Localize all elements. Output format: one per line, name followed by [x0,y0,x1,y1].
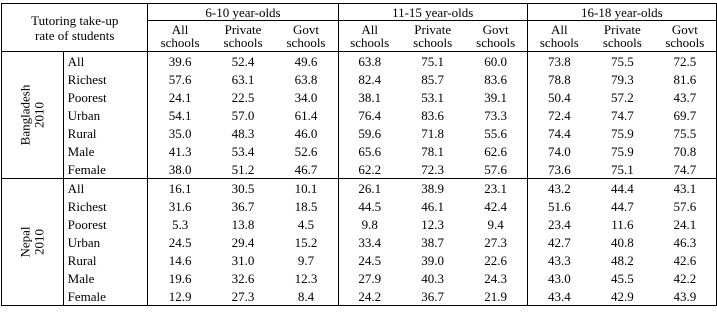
value-cell: 24.5 [148,233,212,251]
row-label: Female [63,287,148,306]
school-type-header [591,21,654,52]
school-type-line1: Private [603,22,641,37]
school-type-header [465,21,528,52]
table-row [2,251,717,269]
table-row [2,233,717,251]
value-cell: 16.1 [148,179,212,198]
value-cell: 36.7 [401,287,465,306]
value-cell: 78.1 [421,143,445,159]
value-cell: 43.7 [654,88,717,106]
value-cell: 53.4 [231,143,255,159]
value-cell: 38.0 [148,160,212,179]
value-cell: 85.7 [421,71,445,87]
value-cell: 83.6 [421,107,445,123]
country-year: 2010 [31,102,47,128]
corner-label-line1: Tutoring take-up [31,13,119,28]
value-cell: 41.3 [148,142,212,160]
value-cell: 44.4 [591,179,654,198]
row-label: Urban [63,106,148,124]
value-cell: 44.5 [338,197,401,215]
value-cell: 63.1 [231,71,255,87]
row-label: Poorest [63,215,148,233]
row-label: All [63,179,148,198]
value-cell: 21.9 [465,287,528,306]
value-cell: 46.0 [274,124,338,142]
country-name: Nepal [17,226,33,258]
school-type-line1: Govt [671,22,698,37]
value-cell: 26.1 [338,179,401,198]
school-type-line2: schools [223,35,263,50]
school-type-line2: schools [602,35,642,50]
value-cell: 50.4 [527,88,591,106]
value-cell: 74.7 [654,160,717,179]
school-type-line2: schools [539,35,579,50]
school-type-line1: All [361,22,379,37]
value-cell: 57.0 [231,107,255,123]
value-cell: 42.9 [591,287,654,306]
school-type-header [148,21,212,52]
value-cell: 24.3 [465,269,528,287]
school-type-header [527,21,591,52]
value-cell: 11.6 [611,216,634,232]
value-cell: 27.3 [465,233,528,251]
school-type-line2: schools [476,35,516,50]
value-cell: 43.2 [527,179,591,198]
value-cell: 74.4 [527,124,591,142]
value-cell: 48.3 [231,125,255,141]
value-cell: 57.6 [465,160,528,179]
value-cell: 71.8 [421,125,445,141]
school-type-header [274,21,338,52]
value-cell: 55.6 [465,124,528,142]
value-cell: 78.8 [527,70,591,88]
value-cell: 75.9 [610,143,634,159]
value-cell: 72.4 [527,106,591,124]
school-type-header [338,21,401,52]
school-type-line1: Private [224,22,262,37]
value-cell: 38.1 [338,88,401,106]
school-type-line1: Govt [292,22,319,37]
value-cell: 65.6 [338,142,401,160]
value-cell: 42.4 [465,197,528,215]
value-cell: 27.3 [212,287,275,306]
value-cell: 34.0 [274,88,338,106]
table-row [2,52,717,71]
value-cell: 73.3 [465,106,528,124]
age-group-header: 11-15 year-olds [338,4,527,21]
value-cell: 9.8 [338,215,401,233]
corner-label-line2: rate of students [35,28,115,43]
value-cell: 76.4 [338,106,401,124]
value-cell: 40.8 [610,234,634,250]
value-cell: 42.2 [654,269,717,287]
row-label: Male [63,269,148,287]
value-cell: 38.7 [421,234,445,250]
value-cell: 38.9 [401,179,465,198]
value-cell: 23.4 [527,215,591,233]
tutoring-table [1,3,717,306]
value-cell: 51.6 [527,197,591,215]
corner-header [2,4,148,52]
value-cell: 72.3 [421,161,445,177]
value-cell: 59.6 [338,124,401,142]
value-cell: 23.1 [465,179,528,198]
school-type-line2: schools [350,35,390,50]
value-cell: 5.3 [148,215,212,233]
value-cell: 46.3 [654,233,717,251]
row-label: Rural [63,251,148,269]
school-type-line1: Govt [482,22,509,37]
value-cell: 49.6 [274,52,338,71]
value-cell: 75.5 [654,124,717,142]
value-cell: 79.3 [610,71,634,87]
value-cell: 14.6 [148,251,212,269]
value-cell: 33.4 [338,233,401,251]
value-cell: 24.1 [148,88,212,106]
table-row [2,160,717,179]
value-cell: 43.0 [527,269,591,287]
table-row [2,70,717,88]
value-cell: 83.6 [465,70,528,88]
value-cell: 52.4 [231,53,255,69]
value-cell: 15.2 [274,233,338,251]
value-cell: 43.9 [654,287,717,306]
value-cell: 60.0 [465,52,528,71]
value-cell: 42.7 [527,233,591,251]
value-cell: 81.6 [654,70,717,88]
value-cell: 9.7 [274,251,338,269]
value-cell: 30.5 [212,179,275,198]
value-cell: 31.0 [231,252,255,268]
value-cell: 73.8 [527,52,591,71]
row-label: All [63,52,148,71]
value-cell: 43.4 [527,287,591,306]
row-label: Poorest [63,88,148,106]
value-cell: 75.1 [610,161,634,177]
age-group-header: 6-10 year-olds [148,4,338,21]
value-cell: 12.3 [274,269,338,287]
value-cell: 39.0 [421,252,445,268]
row-label: Urban [63,233,148,251]
value-cell: 32.6 [231,270,255,286]
value-cell: 22.6 [465,251,528,269]
school-type-line2: schools [160,35,200,50]
value-cell: 44.7 [610,198,634,214]
school-type-line1: Private [414,22,452,37]
value-cell: 61.4 [274,106,338,124]
school-type-line2: schools [286,35,326,50]
school-type-line1: All [551,22,568,37]
value-cell: 19.6 [148,269,212,287]
table-row [2,88,717,106]
row-label: Richest [63,197,148,215]
value-cell: 57.6 [148,70,212,88]
value-cell: 54.1 [148,106,212,124]
table-row [2,215,717,233]
value-cell: 46.7 [274,160,338,179]
value-cell: 12.3 [421,216,445,232]
value-cell: 24.5 [338,251,401,269]
value-cell: 24.2 [338,287,401,306]
value-cell: 72.5 [654,52,717,71]
table-row [2,269,717,287]
value-cell: 12.9 [148,287,212,306]
value-cell: 24.1 [654,215,717,233]
value-cell: 73.6 [527,160,591,179]
school-type-line1: All [171,22,189,37]
table-row [2,124,717,142]
table-row [2,287,717,306]
value-cell: 82.4 [338,70,401,88]
value-cell: 4.5 [274,215,338,233]
value-cell: 53.1 [421,89,445,105]
value-cell: 62.6 [465,142,528,160]
value-cell: 57.6 [654,197,717,215]
country-label [2,52,64,179]
value-cell: 42.6 [654,251,717,269]
row-label: Female [63,160,148,179]
value-cell: 36.7 [231,198,255,214]
value-cell: 40.3 [421,270,445,286]
row-label: Rural [63,124,148,142]
value-cell: 70.8 [654,142,717,160]
table-row [2,179,717,198]
school-type-header [401,21,465,52]
value-cell: 39.6 [148,52,212,71]
value-cell: 75.5 [610,53,634,69]
school-type-line2: schools [413,35,453,50]
value-cell: 39.1 [465,88,528,106]
value-cell: 9.4 [465,215,528,233]
value-cell: 27.9 [338,269,401,287]
value-cell: 51.2 [231,161,255,177]
table-row [2,142,717,160]
table-row [2,106,717,124]
value-cell: 63.8 [274,70,338,88]
value-cell: 43.3 [527,251,591,269]
value-cell: 57.2 [610,89,634,105]
school-type-header [212,21,275,52]
value-cell: 22.5 [231,89,255,105]
value-cell: 48.2 [610,252,634,268]
value-cell: 45.5 [610,270,634,286]
value-cell: 18.5 [274,197,338,215]
school-type-header [654,21,717,52]
value-cell: 46.1 [421,198,445,214]
age-group-header: 16-18 year-olds [527,4,716,21]
value-cell: 8.4 [274,287,338,306]
value-cell: 35.0 [148,124,212,142]
value-cell: 10.1 [274,179,338,198]
value-cell: 74.7 [610,107,634,123]
value-cell: 31.6 [148,197,212,215]
value-cell: 75.1 [421,53,445,69]
country-label [2,179,64,306]
value-cell: 13.8 [231,216,255,232]
value-cell: 75.9 [610,125,634,141]
value-cell: 74.0 [527,142,591,160]
value-cell: 29.4 [231,234,255,250]
value-cell: 69.7 [654,106,717,124]
value-cell: 63.8 [338,52,401,71]
table-row [2,197,717,215]
value-cell: 62.2 [338,160,401,179]
row-label: Richest [63,70,148,88]
value-cell: 52.6 [274,142,338,160]
country-name: Bangladesh [17,84,33,146]
row-label: Male [63,142,148,160]
country-year: 2010 [31,229,47,256]
value-cell: 43.1 [654,179,717,198]
school-type-line2: schools [665,35,705,50]
